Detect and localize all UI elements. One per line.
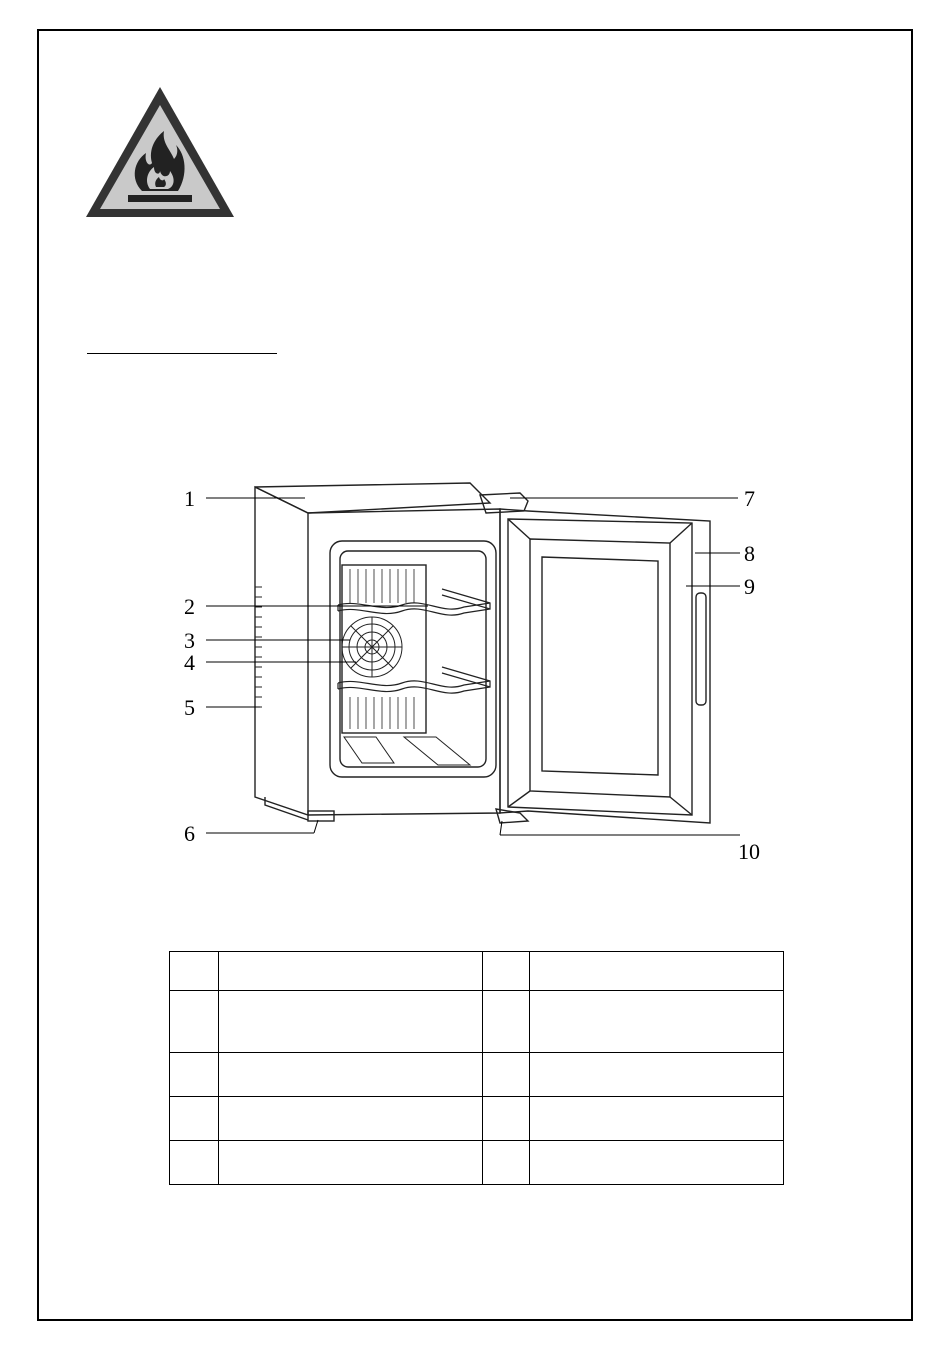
section-heading-underline: [87, 353, 277, 354]
table-cell: [530, 952, 784, 991]
table-row: [170, 1097, 784, 1141]
parts-table: [169, 951, 784, 1185]
side-vents: [255, 587, 262, 707]
table-cell: [219, 1097, 483, 1141]
table-cell: [170, 952, 219, 991]
table-cell: [483, 1141, 530, 1185]
cabinet-side: [255, 487, 308, 815]
table-row: [170, 991, 784, 1053]
table-cell: [219, 1141, 483, 1185]
fan: [342, 617, 402, 677]
glass-door-inner: [530, 539, 670, 797]
table-row: [170, 1053, 784, 1097]
table-cell: [170, 991, 219, 1053]
inner-liner: [330, 541, 496, 777]
table-cell: [170, 1097, 219, 1141]
door-handle: [696, 593, 706, 705]
callout-8: 8: [744, 541, 755, 566]
table-cell: [483, 952, 530, 991]
table-cell: [219, 991, 483, 1053]
table-cell: [530, 991, 784, 1053]
wine-cooler-diagram: [180, 475, 780, 870]
callout-10: 10: [738, 839, 760, 864]
callout-2: 2: [184, 594, 195, 619]
table-cell: [483, 991, 530, 1053]
table-cell: [483, 1053, 530, 1097]
callout-3: 3: [184, 628, 195, 653]
table-cell: [170, 1053, 219, 1097]
glass-door-outer: [500, 509, 710, 823]
callout-1: 1: [184, 486, 195, 511]
flammable-warning-icon: [82, 83, 238, 221]
table-cell: [483, 1097, 530, 1141]
callout-7: 7: [744, 486, 755, 511]
table-cell: [530, 1053, 784, 1097]
table-row: [170, 952, 784, 991]
callout-4: 4: [184, 650, 195, 675]
table-cell: [219, 952, 483, 991]
table-cell: [530, 1097, 784, 1141]
wine-shelf-lower: [338, 667, 490, 693]
table-row: [170, 1141, 784, 1185]
callout-5: 5: [184, 695, 195, 720]
callout-9: 9: [744, 574, 755, 599]
table-cell: [530, 1141, 784, 1185]
table-cell: [219, 1053, 483, 1097]
table-cell: [170, 1141, 219, 1185]
callout-6: 6: [184, 821, 195, 846]
